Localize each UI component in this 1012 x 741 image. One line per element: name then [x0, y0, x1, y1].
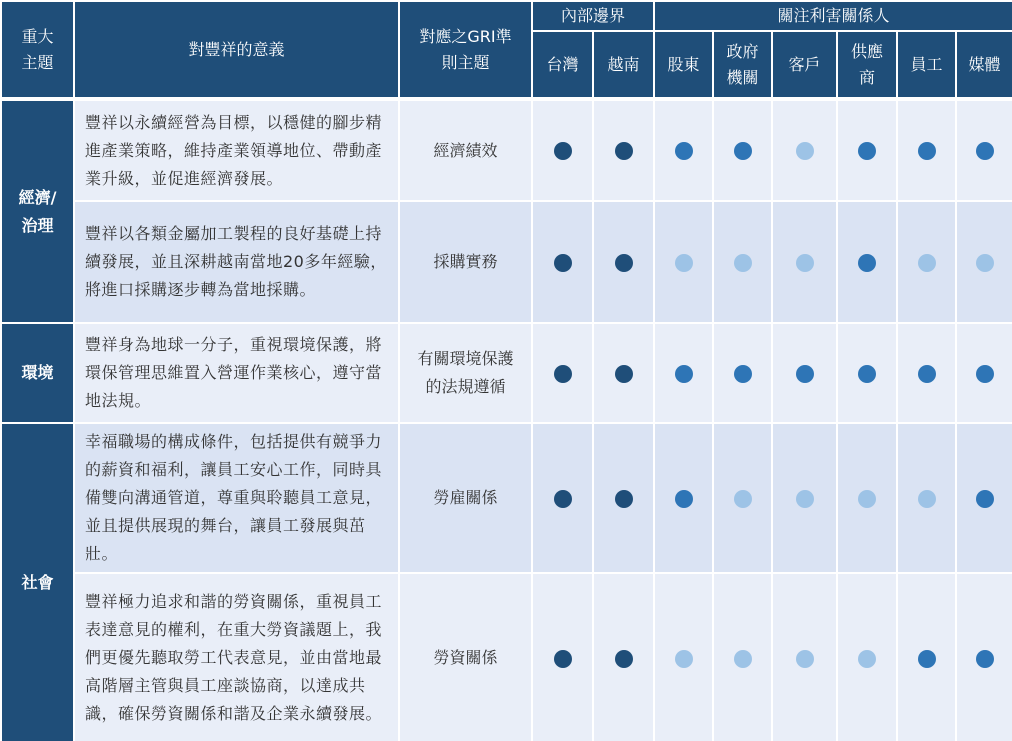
relevance-dot-icon: [796, 142, 814, 160]
relevance-dot-icon: [858, 142, 876, 160]
relevance-cell-taiwan: [532, 323, 593, 423]
meaning-cell: 幸福職場的構成條件，包括提供有競爭力的薪資和福利，讓員工安心工作，同時具備雙向溝通管道，尊重與聆聽員工意見，並且提供展現的舞台，讓員工發展與茁壯。: [74, 423, 399, 573]
header-col-shareholders: 股東: [654, 31, 713, 99]
table-row: [1, 99, 1012, 201]
relevance-cell-vietnam: [593, 423, 654, 573]
relevance-cell-media: [956, 323, 1012, 423]
gri-cell: 勞雇關係: [399, 423, 532, 573]
relevance-dot-icon: [976, 365, 994, 383]
relevance-dot-icon: [615, 650, 633, 668]
relevance-cell-suppliers: [837, 99, 897, 201]
relevance-dot-icon: [796, 490, 814, 508]
gri-cell: 有關環境保護的法規遵循: [399, 323, 532, 423]
meaning-cell: 豐祥身為地球一分子，重視環境保護，將環保管理思維置入營運作業核心，遵守當地法規。: [74, 323, 399, 423]
relevance-dot-icon: [918, 142, 936, 160]
relevance-cell-employees: [897, 201, 956, 323]
relevance-cell-customers: [772, 573, 837, 741]
relevance-cell-government: [713, 201, 772, 323]
header-gri: 對應之GRI準則主題: [399, 1, 532, 99]
relevance-dot-icon: [675, 254, 693, 272]
relevance-cell-vietnam: [593, 201, 654, 323]
relevance-cell-taiwan: [532, 99, 593, 201]
meaning-cell: 豐祥極力追求和諧的勞資關係，重視員工表達意見的權利，在重大勞資議題上，我們更優先聽取勞工代表意見，並由當地最高階層主管與員工座談協商，以達成共識，確保勞資關係和諧及企業永續發展。: [74, 573, 399, 741]
relevance-cell-vietnam: [593, 573, 654, 741]
relevance-dot-icon: [734, 650, 752, 668]
relevance-cell-government: [713, 573, 772, 741]
relevance-cell-shareholders: [654, 573, 713, 741]
relevance-dot-icon: [675, 142, 693, 160]
relevance-dot-icon: [734, 254, 752, 272]
relevance-cell-shareholders: [654, 201, 713, 323]
relevance-dot-icon: [554, 254, 572, 272]
relevance-cell-shareholders: [654, 99, 713, 201]
relevance-cell-shareholders: [654, 323, 713, 423]
relevance-cell-suppliers: [837, 573, 897, 741]
header-col-taiwan: 台灣: [532, 31, 593, 99]
topic-cell: 社會: [1, 423, 74, 741]
relevance-dot-icon: [918, 650, 936, 668]
relevance-cell-government: [713, 323, 772, 423]
relevance-cell-vietnam: [593, 99, 654, 201]
relevance-dot-icon: [615, 365, 633, 383]
relevance-dot-icon: [918, 490, 936, 508]
relevance-cell-media: [956, 423, 1012, 573]
relevance-cell-suppliers: [837, 423, 897, 573]
relevance-cell-customers: [772, 423, 837, 573]
relevance-cell-taiwan: [532, 423, 593, 573]
relevance-dot-icon: [554, 650, 572, 668]
header-col-employees: 員工: [897, 31, 956, 99]
header-topic: 重大主題: [1, 1, 74, 99]
header-internal-boundary: 內部邊界: [532, 1, 654, 31]
topic-cell: 環境: [1, 323, 74, 423]
relevance-cell-taiwan: [532, 201, 593, 323]
relevance-cell-taiwan: [532, 573, 593, 741]
relevance-dot-icon: [554, 490, 572, 508]
table-row: [1, 323, 1012, 423]
relevance-dot-icon: [976, 490, 994, 508]
relevance-dot-icon: [858, 490, 876, 508]
relevance-dot-icon: [554, 365, 572, 383]
relevance-dot-icon: [734, 142, 752, 160]
relevance-dot-icon: [734, 365, 752, 383]
relevance-dot-icon: [675, 650, 693, 668]
relevance-dot-icon: [976, 142, 994, 160]
relevance-dot-icon: [976, 254, 994, 272]
header-col-media: 媒體: [956, 31, 1012, 99]
table-row: [1, 573, 1012, 741]
relevance-dot-icon: [554, 142, 572, 160]
relevance-dot-icon: [615, 490, 633, 508]
relevance-dot-icon: [796, 650, 814, 668]
relevance-dot-icon: [858, 365, 876, 383]
relevance-cell-customers: [772, 201, 837, 323]
header-col-vietnam: 越南: [593, 31, 654, 99]
table-row: [1, 201, 1012, 323]
header-col-government: 政府機關: [713, 31, 772, 99]
relevance-cell-government: [713, 423, 772, 573]
relevance-cell-shareholders: [654, 423, 713, 573]
table-row: [1, 423, 1012, 573]
relevance-cell-vietnam: [593, 323, 654, 423]
header-stakeholders: 關注利害關係人: [654, 1, 1012, 31]
relevance-cell-customers: [772, 323, 837, 423]
relevance-cell-employees: [897, 423, 956, 573]
gri-cell: 採購實務: [399, 201, 532, 323]
gri-cell: 勞資關係: [399, 573, 532, 741]
header-meaning: 對豐祥的意義: [74, 1, 399, 99]
relevance-dot-icon: [675, 365, 693, 383]
relevance-dot-icon: [675, 490, 693, 508]
relevance-cell-suppliers: [837, 201, 897, 323]
relevance-dot-icon: [976, 650, 994, 668]
meaning-cell: 豐祥以永續經營為目標，以穩健的腳步精進產業策略，維持產業領導地位、帶動產業升級，並促進經濟發展。: [74, 99, 399, 201]
relevance-dot-icon: [796, 365, 814, 383]
relevance-dot-icon: [918, 365, 936, 383]
relevance-cell-employees: [897, 99, 956, 201]
relevance-dot-icon: [796, 254, 814, 272]
relevance-dot-icon: [858, 650, 876, 668]
relevance-cell-government: [713, 99, 772, 201]
relevance-dot-icon: [615, 254, 633, 272]
relevance-cell-employees: [897, 323, 956, 423]
header-col-customers: 客戶: [772, 31, 837, 99]
relevance-cell-customers: [772, 99, 837, 201]
relevance-cell-suppliers: [837, 323, 897, 423]
gri-cell: 經濟績效: [399, 99, 532, 201]
relevance-cell-employees: [897, 573, 956, 741]
relevance-cell-media: [956, 201, 1012, 323]
topic-cell: 經濟/治理: [1, 99, 74, 323]
relevance-cell-media: [956, 573, 1012, 741]
relevance-dot-icon: [918, 254, 936, 272]
relevance-cell-media: [956, 99, 1012, 201]
meaning-cell: 豐祥以各類金屬加工製程的良好基礎上持續發展，並且深耕越南當地20多年經驗，將進口採購逐步轉為當地採購。: [74, 201, 399, 323]
relevance-dot-icon: [734, 490, 752, 508]
header-col-suppliers: 供應商: [837, 31, 897, 99]
relevance-dot-icon: [858, 254, 876, 272]
relevance-dot-icon: [615, 142, 633, 160]
